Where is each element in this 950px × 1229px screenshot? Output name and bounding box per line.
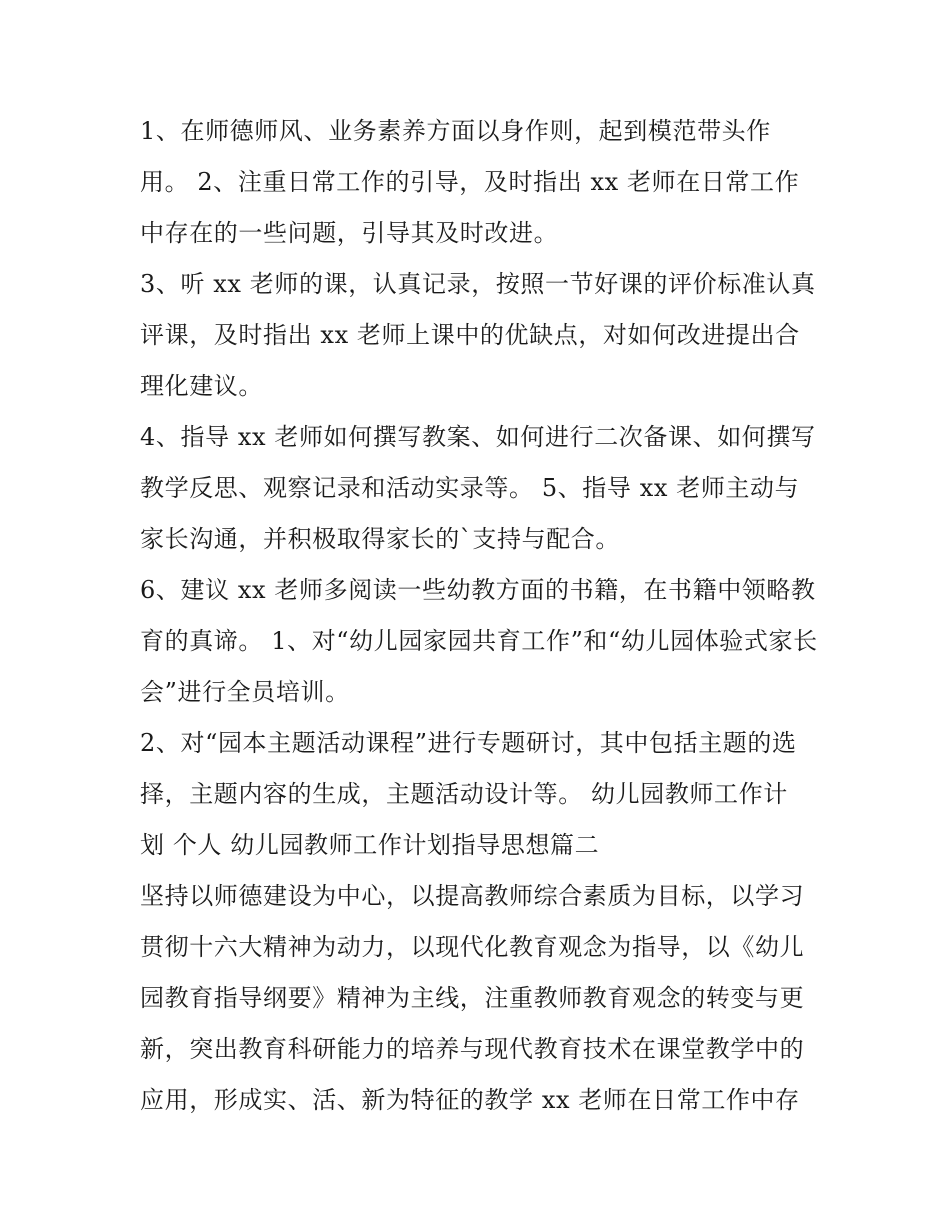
paragraph-5 xyxy=(140,718,820,871)
text-line: 用。 2、注重日常工作的引导，及时指出 xx 老师在日常工作 xyxy=(140,168,800,196)
text-line: 3、听 xx 老师的课，认真记录，按照一节好课的评价标准认真 xyxy=(140,270,816,298)
text-line: 划 个人 幼儿园教师工作计划指导思想篇二 xyxy=(140,831,600,859)
text-line: 会”进行全员培训。 xyxy=(140,678,350,706)
text-line: 家长沟通，并积极取得家长的`支持与配合。 xyxy=(140,525,620,553)
text-line: 2、对“园本主题活动课程”进行专题研讨，其中包括主题的选 xyxy=(140,729,797,757)
document-body xyxy=(140,106,820,1126)
paragraph-3 xyxy=(140,412,820,565)
text-line: 育的真谛。 1、对“幼儿园家园共育工作”和“幼儿园体验式家长 xyxy=(140,627,818,655)
text-line: 理化建议。 xyxy=(140,372,263,400)
text-line: 择，主题内容的生成，主题活动设计等。 幼儿园教师工作计 xyxy=(140,780,788,808)
paragraph-2 xyxy=(140,259,820,412)
paragraph-1 xyxy=(140,106,820,259)
text-line: 园教育指导纲要》精神为主线，注重教师教育观念的转变与更 xyxy=(140,984,805,1012)
text-line: 坚持以师德建设为中心，以提高教师综合素质为目标，以学习 xyxy=(140,882,805,910)
text-line: 中存在的一些问题，引导其及时改进。 xyxy=(140,219,559,247)
paragraph-6 xyxy=(140,871,820,1126)
text-line: 应用，形成实、活、新为特征的教学 xx 老师在日常工作中存 xyxy=(140,1086,800,1114)
text-line: 4、指导 xx 老师如何撰写教案、如何进行二次备课、如何撰写 xyxy=(140,423,816,451)
paragraph-4 xyxy=(140,565,820,718)
text-line: 贯彻十六大精神为动力，以现代化教育观念为指导，以《幼儿 xyxy=(140,933,805,961)
text-line: 教学反思、观察记录和活动实录等。 5、指导 xx 老师主动与 xyxy=(140,474,800,502)
text-line: 6、建议 xx 老师多阅读一些幼教方面的书籍，在书籍中领略教 xyxy=(140,576,816,604)
text-line: 1、在师德师风、业务素养方面以身作则，起到模范带头作 xyxy=(140,117,771,145)
text-line: 评课，及时指出 xx 老师上课中的优缺点，对如何改进提出合 xyxy=(140,321,800,349)
text-line: 新，突出教育科研能力的培养与现代教育技术在课堂教学中的 xyxy=(140,1035,805,1063)
